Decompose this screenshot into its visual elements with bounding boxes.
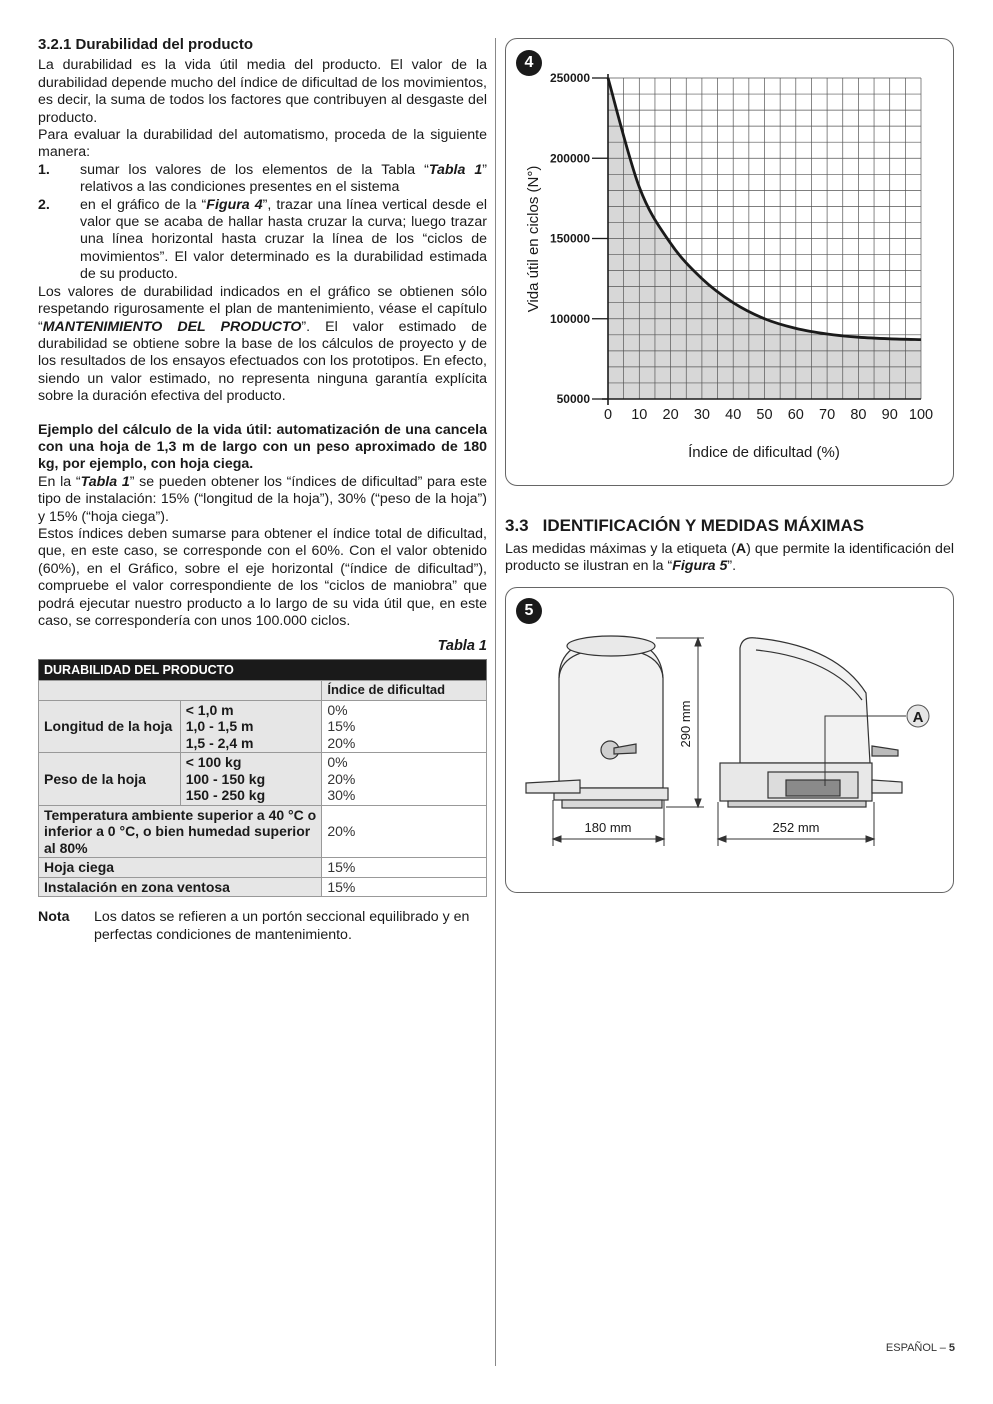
table-row: Peso de la hoja < 100 kg 100 - 150 kg 150 - 250 kg 0% 20% 30% xyxy=(39,753,487,806)
section-title: 3.3 IDENTIFICACIÓN Y MEDIDAS MÁXIMAS xyxy=(505,516,865,535)
dimension-width-side: 252 mm xyxy=(772,820,820,835)
table-row: Temperatura ambiente superior a 40 °C o inferior a 0 °C, o bien humedad superior al 80% 20% xyxy=(39,805,487,858)
x-axis-label: Índice de dificultad (%) xyxy=(688,444,840,461)
dimension-width-front: 180 mm xyxy=(584,820,632,835)
x-tick-label: 70 xyxy=(819,407,836,423)
x-tick-label: 90 xyxy=(881,407,898,423)
figure-4-box xyxy=(505,38,954,486)
paragraph: La durabilidad es la vida útil media del producto. El valor de la durabilidad depende mucho del índice de dificultad de los movimientos, es decir, la suma de todos los factores que contribuyen al desgaste del producto. xyxy=(38,57,487,126)
y-tick-label: 250000 xyxy=(549,71,590,85)
table-caption: Tabla 1 xyxy=(437,638,487,655)
step-item: 2. en el gráfico de la “Figura 4”, trazar una línea vertical desde el valor que se acaba de hallar hasta cruzar la curva; luego trazar una línea horizontal hasta cruzar la línea de los “ciclos de movimientos”. El valor determinado es la durabilidad estimada de su producto. xyxy=(38,196,488,283)
x-tick-label: 40 xyxy=(725,407,742,423)
label-a: A xyxy=(912,709,924,726)
figure-badge: 5 xyxy=(516,598,542,624)
x-tick-label: 100 xyxy=(908,407,934,423)
dimension-height: 290 mm xyxy=(678,700,693,748)
x-tick-label: 0 xyxy=(603,407,613,423)
paragraph: Para evaluar la durabilidad del automatismo, proceda de la siguiente manera: xyxy=(38,127,487,161)
x-tick-label: 80 xyxy=(850,407,867,423)
table-row: Instalación en zona ventosa 15% xyxy=(39,877,487,897)
identification-label xyxy=(786,780,840,796)
column-divider xyxy=(495,38,496,1366)
y-tick-label: 100000 xyxy=(549,311,590,326)
figure-badge: 4 xyxy=(516,50,542,76)
note-label: Nota xyxy=(38,909,70,926)
y-tick-label: 150000 xyxy=(549,231,590,246)
product-dimensions-drawing xyxy=(506,588,953,892)
table-row: Longitud de la hoja < 1,0 m 1,0 - 1,5 m 1,5 - 2,4 m 0% 15% 20% xyxy=(39,700,487,753)
steps-list xyxy=(38,162,487,284)
x-tick-label: 20 xyxy=(662,407,679,423)
table-row: Hoja ciega 15% xyxy=(39,858,487,878)
section-heading: 3.2.1 Durabilidad del producto xyxy=(38,36,254,53)
durability-table xyxy=(38,659,487,898)
y-tick-label: 200000 xyxy=(549,151,590,166)
y-tick-label: 50000 xyxy=(556,392,590,406)
figure-5-box xyxy=(505,587,954,893)
column-header: Índice de dificultad xyxy=(322,681,487,701)
table-title: DURABILIDAD DEL PRODUCTO xyxy=(39,659,487,681)
durability-chart xyxy=(506,39,953,485)
section-paragraph: Las medidas máximas y la etiqueta (A) que permite la identificación del producto se ilustran en la “Figura 5”. xyxy=(505,541,954,575)
left-column xyxy=(38,36,487,944)
example-heading: Ejemplo del cálculo de la vida útil: automatización de una cancela con una hoja de 1,3 m de largo con un peso aproximado de 180 kg, por ejemplo, con hoja ciega. xyxy=(38,421,487,473)
y-axis-label: Vida útil en ciclos (N°) xyxy=(525,165,542,313)
front-view xyxy=(526,636,668,808)
x-tick-label: 10 xyxy=(631,407,648,423)
page-footer: ESPAÑOL – 5 xyxy=(885,1342,955,1354)
side-view xyxy=(720,638,902,807)
paragraph: En la “Tabla 1” se pueden obtener los “índices de dificultad” para este tipo de instalación: 15% (“longitud de la hoja”), 30% (“peso de la hoja”) y 15% (“hoja ciega”). xyxy=(38,473,487,525)
x-tick-label: 30 xyxy=(693,407,710,423)
note xyxy=(38,909,487,944)
x-tick-label: 50 xyxy=(756,407,773,423)
paragraph: Estos índices deben sumarse para obtener el índice total de dificultad, que, en este caso, se corresponde con el 60%. Con el valor obtenido (60%), en el Gráfico, sobre el eje horizontal (“índice de dificultad”), compruebe el valor correspondiente de los “ciclos de maniobra” que podrá ejecutar nuestro producto a lo largo de su vida útil que, en este caso, se correspondería con unos 100.000 ciclos. xyxy=(38,525,487,629)
x-tick-label: 60 xyxy=(787,407,804,423)
note-text: Los datos se refieren a un portón seccional equilibrado y en perfectas condiciones de mantenimiento. xyxy=(94,909,470,943)
paragraph: Los valores de durabilidad indicados en el gráfico se obtienen sólo respetando rigurosamente el plan de mantenimiento, véase el capítulo “MANTENIMIENTO DEL PRODUCTO”. El valor estimado de durabilidad se obtiene sobre la base de los cálculos de proyecto y de los resultados de los ensayos efectuados con los prototipos. En efecto, siendo un valor estimado, no representa ninguna garantía explícita sobre la duración efectiva del producto. xyxy=(38,283,487,405)
step-item: 1. sumar los valores de los elementos de la Tabla “Tabla 1” relativos a las condiciones presentes en el sistema xyxy=(38,161,487,196)
